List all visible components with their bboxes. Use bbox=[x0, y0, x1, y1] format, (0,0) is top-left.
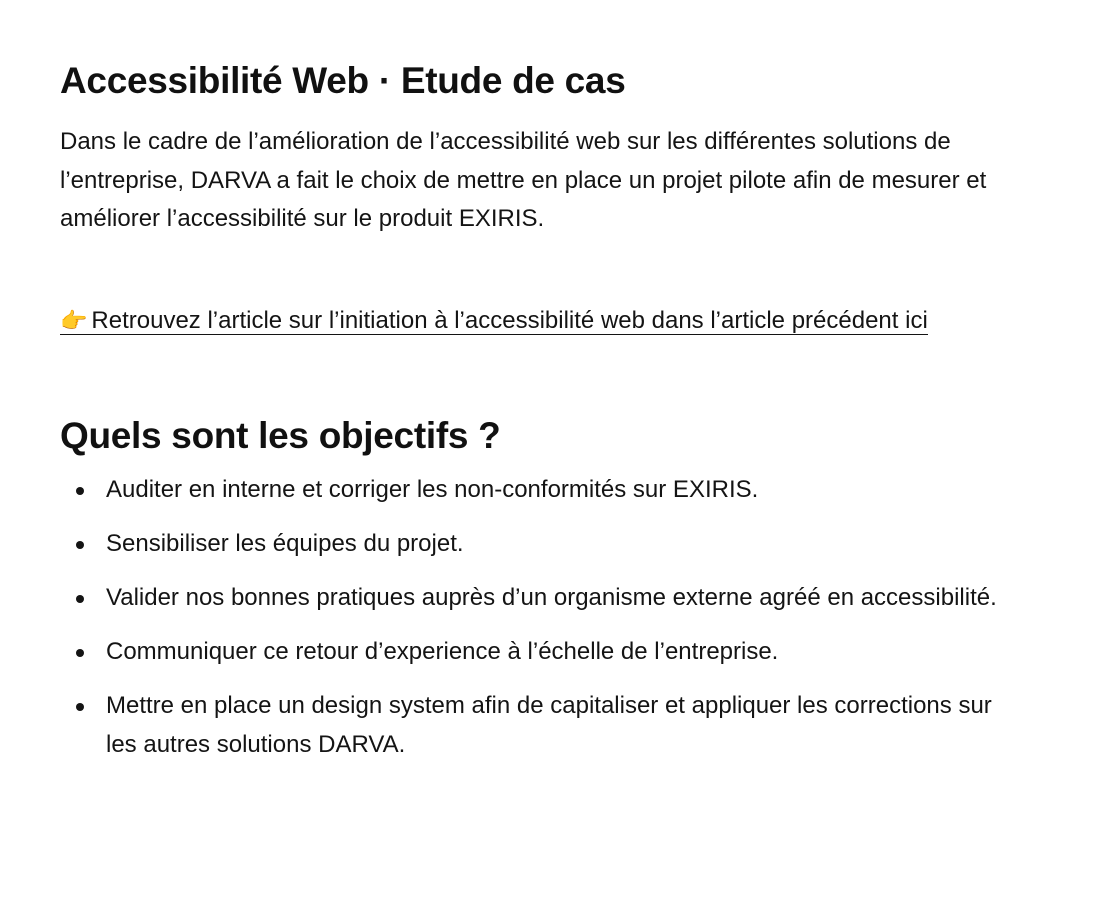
list-item: Mettre en place un design system afin de capitaliser et appliquer les corrections sur les autres solutions DARVA. bbox=[106, 687, 1006, 764]
bullet-icon bbox=[76, 649, 84, 657]
previous-article-link-text: Retrouvez l’article sur l’initiation à l’accessibilité web dans l’article précédent ici bbox=[91, 306, 928, 334]
objectives-list bbox=[60, 471, 1006, 764]
objectives-heading: Quels sont les objectifs ? bbox=[60, 415, 501, 456]
list-item: Sensibiliser les équipes du projet. bbox=[106, 525, 1006, 564]
pointing-hand-icon: 👉 bbox=[60, 308, 88, 334]
bullet-icon bbox=[76, 703, 84, 711]
intro-paragraph: Dans le cadre de l’amélioration de l’accessibilité web sur les différentes solutions de l’entreprise, DARVA a fait le choix de mettre en place un projet pilote afin de mesurer et améliorer l’accessibilité sur le produit EXIRIS. bbox=[60, 128, 987, 232]
list-item: Auditer en interne et corriger les non-conformités sur EXIRIS. bbox=[106, 471, 1006, 510]
previous-article-link[interactable] bbox=[60, 307, 928, 335]
list-item: Valider nos bonnes pratiques auprès d’un organisme externe agréé en accessibilité. bbox=[106, 579, 1006, 618]
previous-article-paragraph bbox=[60, 302, 1050, 342]
bullet-icon bbox=[76, 595, 84, 603]
bullet-icon bbox=[76, 541, 84, 549]
list-item: Communiquer ce retour d’experience à l’échelle de l’entreprise. bbox=[106, 633, 1006, 672]
page-title: Accessibilité Web · Etude de cas bbox=[60, 60, 626, 101]
bullet-icon bbox=[76, 487, 84, 495]
